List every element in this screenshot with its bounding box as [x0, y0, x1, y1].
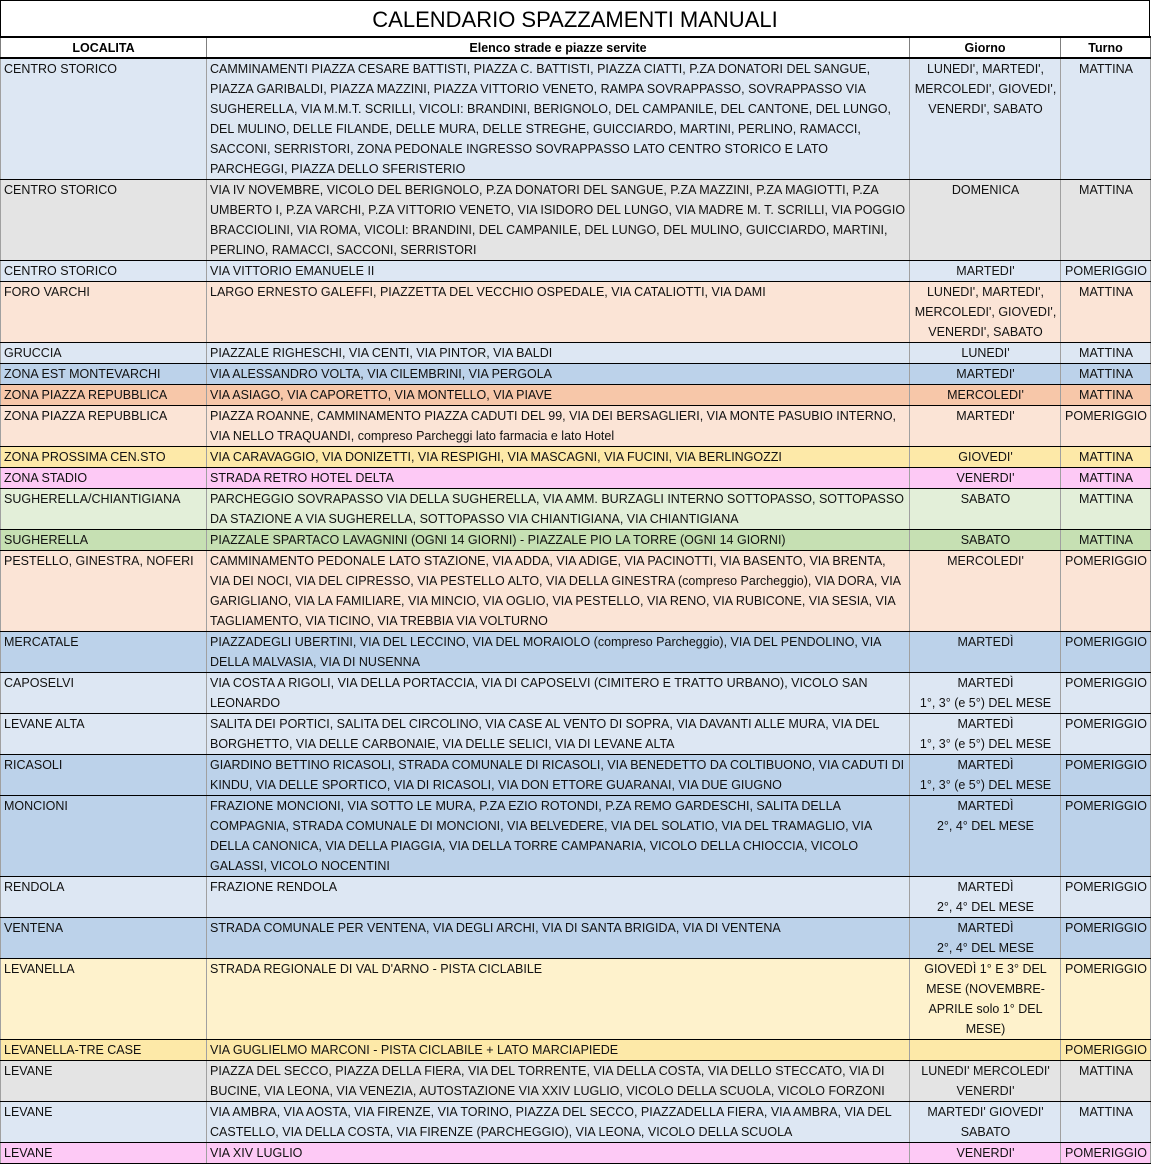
cell-giorno: MARTEDÌ 1°, 3° (e 5°) DEL MESE — [910, 714, 1061, 755]
table-row — [1, 918, 1151, 959]
header-row — [1, 37, 1151, 58]
cell-localita: ZONA EST MONTEVARCHI — [1, 364, 207, 385]
table-row — [1, 530, 1151, 551]
cell-turno: MATTINA — [1061, 180, 1151, 261]
cell-turno: POMERIGGIO — [1061, 877, 1151, 918]
cell-turno: MATTINA — [1061, 282, 1151, 343]
cell-strade: LARGO ERNESTO GALEFFI, PIAZZETTA DEL VECCHIO OSPEDALE, VIA CATALIOTTI, VIA DAMI — [207, 282, 910, 343]
cell-localita: FORO VARCHI — [1, 282, 207, 343]
cell-localita: LEVANE — [1, 1061, 207, 1102]
cell-turno: POMERIGGIO — [1061, 1143, 1151, 1164]
cell-giorno: MARTEDI' — [910, 261, 1061, 282]
cell-strade: SALITA DEI PORTICI, SALITA DEL CIRCOLINO, VIA CASE AL VENTO DI SOPRA, VIA DAVANTI ALLE MURA, VIA DEL BORGHETTO, VIA DELLE CARBONAIE, VIA DELLE SELICI, VIA DI LEVANE ALTA — [207, 714, 910, 755]
table-row — [1, 468, 1151, 489]
schedule-table — [0, 36, 1151, 1164]
table-row — [1, 364, 1151, 385]
cell-turno: POMERIGGIO — [1061, 673, 1151, 714]
cell-localita: MONCIONI — [1, 796, 207, 877]
cell-strade: PARCHEGGIO SOVRAPASSO VIA DELLA SUGHERELLA, VIA AMM. BURZAGLI INTERNO SOTTOPASSO, SOTTOPASSO DA STAZIONE A VIA SUGHERELLA, SOTTOPASSO VIA CHIANTIGIANA, VIA CHIANTIGIANA — [207, 489, 910, 530]
cell-strade: PIAZZALE SPARTACO LAVAGNINI (OGNI 14 GIORNI) - PIAZZALE PIO LA TORRE (OGNI 14 GIORNI) — [207, 530, 910, 551]
cell-turno: MATTINA — [1061, 58, 1151, 180]
table-row — [1, 755, 1151, 796]
cell-giorno: GIOVEDÌ 1° E 3° DEL MESE (NOVEMBRE-APRILE solo 1° DEL MESE) — [910, 959, 1061, 1040]
cell-giorno: MARTEDÌ 2°, 4° DEL MESE — [910, 796, 1061, 877]
cell-strade: STRADA COMUNALE PER VENTENA, VIA DEGLI ARCHI, VIA DI SANTA BRIGIDA, VIA DI VENTENA — [207, 918, 910, 959]
cell-turno: POMERIGGIO — [1061, 918, 1151, 959]
cell-turno: POMERIGGIO — [1061, 261, 1151, 282]
cell-strade: STRADA REGIONALE DI VAL D'ARNO - PISTA CICLABILE — [207, 959, 910, 1040]
table-row — [1, 58, 1151, 180]
cell-strade: VIA IV NOVEMBRE, VICOLO DEL BERIGNOLO, P.ZA DONATORI DEL SANGUE, P.ZA MAZZINI, P.ZA MAGIOTTI, P.ZA UMBERTO I, P.ZA VARCHI, P.ZA VITTORIO VENETO, VIA ISIDORO DEL LUNGO, VIA MADRE M. T. SCRILLI, VIA POGGIO BRACCIOLINI, VIA ROMA, VICOLI: BRANDINI, DEL CAMPANILE, DEL LUNGO, DEL MULINO, GUICCIARDO, MARTINI, PERLINO, RAMACCI, SACCONI, SERRISTORI — [207, 180, 910, 261]
cell-strade: VIA ASIAGO, VIA CAPORETTO, VIA MONTELLO, VIA PIAVE — [207, 385, 910, 406]
cell-turno: POMERIGGIO — [1061, 551, 1151, 632]
cell-turno: MATTINA — [1061, 447, 1151, 468]
cell-giorno: MARTEDÌ 1°, 3° (e 5°) DEL MESE — [910, 755, 1061, 796]
cell-turno: MATTINA — [1061, 343, 1151, 364]
cell-strade: CAMMINAMENTI PIAZZA CESARE BATTISTI, PIAZZA C. BATTISTI, PIAZZA CIATTI, P.ZA DONATORI DEL SANGUE, PIAZZA GARIBALDI, PIAZZA MAZZINI, PIAZZA VITTORIO VENETO, RAMPA SOVRAPPASSO, SOVRAPPASSO VIA SUGHERELLA, VIA M.M.T. SCRILLI, VICOLI: BRANDINI, BERIGNOLO, DEL CAMPANILE, DEL CANTONE, DEL LUNGO, DEL MULINO, DELLE FILANDE, DELLE MURA, DELLE STREGHE, GUICCIARDO, MARTINI, PERLINO, RAMACCI, SACCONI, SERRISTORI, ZONA PEDONALE INGRESSO SOVRAPPASSO LATO CENTRO STORICO E LATO PARCHEGGI, PIAZZA DELLO SFERISTERIO — [207, 58, 910, 180]
cell-strade: STRADA RETRO HOTEL DELTA — [207, 468, 910, 489]
cell-strade: GIARDINO BETTINO RICASOLI, STRADA COMUNALE DI RICASOLI, VIA BENEDETTO DA COLTIBUONO, VIA CADUTI DI KINDU, VIA DELLE SPORTICO, VIA DI RICASOLI, VIA DON ETTORE GUARANAI, VIA DUE GIUGNO — [207, 755, 910, 796]
cell-giorno — [910, 1040, 1061, 1061]
table-row — [1, 447, 1151, 468]
header-turno: Turno — [1061, 37, 1151, 58]
schedule-body — [1, 58, 1151, 1164]
cell-localita: CENTRO STORICO — [1, 180, 207, 261]
cell-localita: RENDOLA — [1, 877, 207, 918]
cell-localita: RICASOLI — [1, 755, 207, 796]
table-row — [1, 551, 1151, 632]
cell-localita: SUGHERELLA — [1, 530, 207, 551]
cell-strade: CAMMINAMENTO PEDONALE LATO STAZIONE, VIA ADDA, VIA ADIGE, VIA PACINOTTI, VIA BASENTO, VIA BRENTA, VIA DEI NOCI, VIA DEL CIPRESSO, VIA PESTELLO ALTO, VIA DELLA GINESTRA (compreso Parcheggio), VIA DORA, VIA GARIGLIANO, VIA LA FAMILIARE, VIA MINCIO, VIA OGLIO, VIA PESTELLO, VIA RENO, VIA RUBICONE, VIA SESIA, VIA TAGLIAMENTO, VIA TICINO, VIA TREBBIA VIA VOLTURNO — [207, 551, 910, 632]
cell-localita: ZONA PROSSIMA CEN.STO — [1, 447, 207, 468]
cell-turno: MATTINA — [1061, 530, 1151, 551]
table-row — [1, 406, 1151, 447]
table-row — [1, 632, 1151, 673]
cell-giorno: MARTEDÌ 1°, 3° (e 5°) DEL MESE — [910, 673, 1061, 714]
cell-localita: ZONA STADIO — [1, 468, 207, 489]
cell-giorno: MARTEDI' — [910, 406, 1061, 447]
cell-turno: POMERIGGIO — [1061, 755, 1151, 796]
cell-localita: LEVANE — [1, 1102, 207, 1143]
cell-strade: VIA ALESSANDRO VOLTA, VIA CILEMBRINI, VIA PERGOLA — [207, 364, 910, 385]
cell-localita: LEVANELLA-TRE CASE — [1, 1040, 207, 1061]
cell-giorno: GIOVEDI' — [910, 447, 1061, 468]
cell-giorno: SABATO — [910, 489, 1061, 530]
cell-turno: MATTINA — [1061, 364, 1151, 385]
cell-localita: LEVANELLA — [1, 959, 207, 1040]
table-row — [1, 714, 1151, 755]
cell-strade: PIAZZALE RIGHESCHI, VIA CENTI, VIA PINTOR, VIA BALDI — [207, 343, 910, 364]
table-row — [1, 959, 1151, 1040]
cell-turno: POMERIGGIO — [1061, 796, 1151, 877]
cell-strade: VIA VITTORIO EMANUELE II — [207, 261, 910, 282]
cell-localita: SUGHERELLA/CHIANTIGIANA — [1, 489, 207, 530]
cell-giorno: MARTEDI' GIOVEDI' SABATO — [910, 1102, 1061, 1143]
cell-turno: POMERIGGIO — [1061, 959, 1151, 1040]
cell-turno: POMERIGGIO — [1061, 1040, 1151, 1061]
cell-giorno: LUNEDI' — [910, 343, 1061, 364]
table-row — [1, 489, 1151, 530]
cell-giorno: SABATO — [910, 530, 1061, 551]
table-row — [1, 1143, 1151, 1164]
cell-giorno: LUNEDI' MERCOLEDI' VENERDI' — [910, 1061, 1061, 1102]
cell-turno: MATTINA — [1061, 1102, 1151, 1143]
cell-strade: VIA GUGLIELMO MARCONI - PISTA CICLABILE + LATO MARCIAPIEDE — [207, 1040, 910, 1061]
cell-localita: VENTENA — [1, 918, 207, 959]
cell-giorno: LUNEDI', MARTEDI', MERCOLEDI', GIOVEDI', VENERDI', SABATO — [910, 58, 1061, 180]
table-row — [1, 282, 1151, 343]
cell-strade: FRAZIONE RENDOLA — [207, 877, 910, 918]
cell-turno: POMERIGGIO — [1061, 406, 1151, 447]
cell-giorno: MARTEDÌ — [910, 632, 1061, 673]
cell-localita: MERCATALE — [1, 632, 207, 673]
cell-turno: MATTINA — [1061, 1061, 1151, 1102]
cell-localita: LEVANE ALTA — [1, 714, 207, 755]
cell-giorno: MERCOLEDI' — [910, 385, 1061, 406]
cell-turno: MATTINA — [1061, 385, 1151, 406]
cell-giorno: MARTEDÌ 2°, 4° DEL MESE — [910, 877, 1061, 918]
cell-strade: PIAZZADEGLI UBERTINI, VIA DEL LECCINO, VIA DEL MORAIOLO (compreso Parcheggio), VIA DEL PENDOLINO, VIA DELLA MALVASIA, VIA DI NUSENNA — [207, 632, 910, 673]
cell-giorno: LUNEDI', MARTEDI', MERCOLEDI', GIOVEDI', VENERDI', SABATO — [910, 282, 1061, 343]
header-strade: Elenco strade e piazze servite — [207, 37, 910, 58]
cell-turno: MATTINA — [1061, 489, 1151, 530]
cell-strade: VIA AMBRA, VIA AOSTA, VIA FIRENZE, VIA TORINO, PIAZZA DEL SECCO, PIAZZADELLA FIERA, VIA AMBRA, VIA DEL CASTELLO, VIA DELLA COSTA, VIA FIRENZE (PARCHEGGIO), VIA LEONA, VICOLO DELLA SCUOLA — [207, 1102, 910, 1143]
cell-localita: CENTRO STORICO — [1, 58, 207, 180]
cell-strade: VIA CARAVAGGIO, VIA DONIZETTI, VIA RESPIGHI, VIA MASCAGNI, VIA FUCINI, VIA BERLINGOZZI — [207, 447, 910, 468]
table-row — [1, 796, 1151, 877]
table-row — [1, 673, 1151, 714]
table-row — [1, 1102, 1151, 1143]
header-giorno: Giorno — [910, 37, 1061, 58]
cell-localita: LEVANE — [1, 1143, 207, 1164]
table-row — [1, 343, 1151, 364]
cell-giorno: DOMENICA — [910, 180, 1061, 261]
cell-giorno: MERCOLEDI' — [910, 551, 1061, 632]
table-row — [1, 1061, 1151, 1102]
cell-localita: GRUCCIA — [1, 343, 207, 364]
cell-localita: CAPOSELVI — [1, 673, 207, 714]
cell-giorno: VENERDI' — [910, 1143, 1061, 1164]
cell-strade: PIAZZA ROANNE, CAMMINAMENTO PIAZZA CADUTI DEL 99, VIA DEI BERSAGLIERI, VIA MONTE PASUBIO INTERNO, VIA NELLO TRAQUANDI, compreso Parcheggi lato farmacia e lato Hotel — [207, 406, 910, 447]
table-row — [1, 385, 1151, 406]
cell-strade: PIAZZA DEL SECCO, PIAZZA DELLA FIERA, VIA DEL TORRENTE, VIA DELLA COSTA, VIA DELLO STECCATO, VIA DI BUCINE, VIA LEONA, VIA VENEZIA, AUTOSTAZIONE VIA XXIV LUGLIO, VICOLO DELLA SCUOLA, VICOLO FORZONI — [207, 1061, 910, 1102]
table-row — [1, 180, 1151, 261]
cell-localita: PESTELLO, GINESTRA, NOFERI — [1, 551, 207, 632]
cell-localita: ZONA PIAZZA REPUBBLICA — [1, 385, 207, 406]
cell-giorno: VENERDI' — [910, 468, 1061, 489]
cell-giorno: MARTEDI' — [910, 364, 1061, 385]
table-row — [1, 1040, 1151, 1061]
page-title: CALENDARIO SPAZZAMENTI MANUALI — [0, 0, 1150, 36]
cell-localita: CENTRO STORICO — [1, 261, 207, 282]
cell-localita: ZONA PIAZZA REPUBBLICA — [1, 406, 207, 447]
cell-turno: MATTINA — [1061, 468, 1151, 489]
cell-turno: POMERIGGIO — [1061, 632, 1151, 673]
cell-strade: FRAZIONE MONCIONI, VIA SOTTO LE MURA, P.ZA EZIO ROTONDI, P.ZA REMO GARDESCHI, SALITA DELLA COMPAGNIA, STRADA COMUNALE DI MONCIONI, VIA BELVEDERE, VIA DEL SOLATIO, VIA DEL TRAMAGLIO, VIA DELLA CANONICA, VIA DELLA PIAGGIA, VIA DELLA TORRE CAMPANARIA, VICOLO DELLA CHIOCCIA, VICOLO GALASSI, VICOLO NOCENTINI — [207, 796, 910, 877]
cell-strade: VIA COSTA A RIGOLI, VIA DELLA PORTACCIA, VIA DI CAPOSELVI (CIMITERO E TRATTO URBANO), VICOLO SAN LEONARDO — [207, 673, 910, 714]
cell-giorno: MARTEDÌ 2°, 4° DEL MESE — [910, 918, 1061, 959]
cell-strade: VIA XIV LUGLIO — [207, 1143, 910, 1164]
cell-turno: POMERIGGIO — [1061, 714, 1151, 755]
header-localita: LOCALITA — [1, 37, 207, 58]
table-row — [1, 877, 1151, 918]
table-row — [1, 261, 1151, 282]
